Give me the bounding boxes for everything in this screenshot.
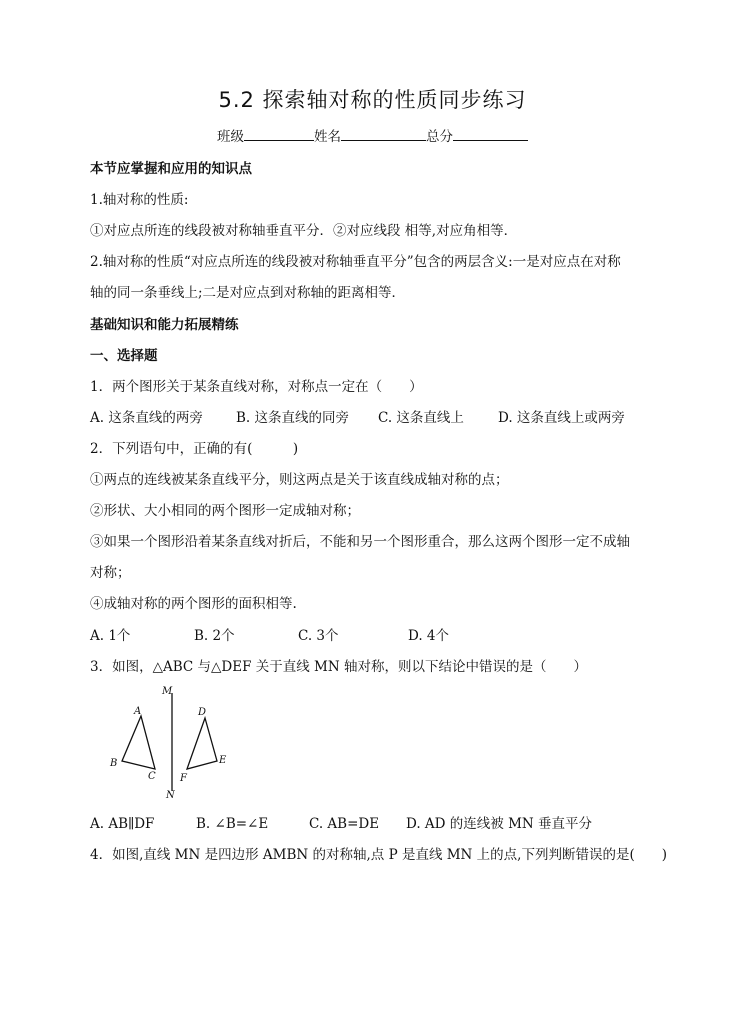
q1-option-c[interactable]: C. 这条直线上 xyxy=(378,410,464,426)
label-f: F xyxy=(180,773,187,784)
q2-option-b[interactable]: B. 2个 xyxy=(194,628,235,644)
q2-statement-4: ④成轴对称的两个图形的面积相等. xyxy=(90,596,297,612)
page-title: 5.2 探索轴对称的性质同步练习 xyxy=(218,88,527,112)
label-d: D xyxy=(198,707,207,718)
knowledge-point-1-detail: ①对应点所连的线段被对称轴垂直平分．②对应线段 相等,对应角相等． xyxy=(90,223,518,239)
q3-option-b[interactable]: B. ∠B=∠E xyxy=(196,816,269,832)
name-label: 姓名 xyxy=(314,129,341,145)
question-2-stem: 2．下列语句中，正确的有( ) xyxy=(90,441,299,457)
label-c: C xyxy=(148,771,156,782)
q3-option-a[interactable]: A. AB∥DF xyxy=(90,816,155,832)
q2-statement-3-cont: 对称； xyxy=(90,565,131,581)
section-heading-choice: 一、选择题 xyxy=(90,348,158,364)
question-1-options xyxy=(90,406,625,426)
class-label: 班级 xyxy=(217,129,244,145)
label-e: E xyxy=(219,755,227,766)
score-blank[interactable] xyxy=(453,126,528,141)
section-heading-knowledge: 本节应掌握和应用的知识点 xyxy=(90,161,252,177)
q2-statement-1: ①两点的连线被某条直线平分，则这两点是关于该直线成轴对称的点； xyxy=(90,472,509,488)
q2-option-d[interactable]: D. 4个 xyxy=(408,628,450,644)
triangle-abc xyxy=(122,716,155,769)
name-blank[interactable] xyxy=(341,126,426,141)
symmetry-figure xyxy=(100,683,250,803)
section-heading-practice: 基础知识和能力拓展精练 xyxy=(90,317,239,333)
triangle-def xyxy=(187,718,217,769)
score-label: 总分 xyxy=(426,129,453,145)
label-a: A xyxy=(134,706,142,717)
label-b: B xyxy=(110,758,118,769)
q2-statement-2: ②形状、大小相同的两个图形一定成轴对称； xyxy=(90,503,360,519)
q3-option-d[interactable]: D. AD 的连线被 MN 垂直平分 xyxy=(406,816,593,832)
question-3-stem: 3．如图，△ABC 与△DEF 关于直线 MN 轴对称，则以下结论中错误的是（ ） xyxy=(90,659,587,675)
question-3-options xyxy=(90,812,592,832)
knowledge-point-2-cont: 轴的同一条垂线上;二是对应点到对称轴的距离相等． xyxy=(90,285,406,301)
knowledge-point-1: 1.轴对称的性质: xyxy=(90,192,189,208)
q3-option-c[interactable]: C. AB=DE xyxy=(309,816,380,832)
knowledge-point-2: 2.轴对称的性质“对应点所连的线段被对称轴垂直平分”包含的两层含义:一是对应点在对称 xyxy=(90,254,621,270)
q2-option-a[interactable]: A. 1个 xyxy=(90,628,131,644)
q2-option-c[interactable]: C. 3个 xyxy=(298,628,339,644)
q1-option-a[interactable]: A. 这条直线的两旁 xyxy=(90,410,203,426)
label-m: M xyxy=(162,686,173,697)
student-info-row xyxy=(0,125,745,145)
q1-option-d[interactable]: D. 这条直线上或两旁 xyxy=(498,410,625,426)
q2-statement-3: ③如果一个图形沿着某条直线对折后，不能和另一个图形重合，那么这两个图形一定不成轴 xyxy=(90,534,630,550)
question-4-stem: 4．如图,直线 MN 是四边形 AMBN 的对称轴,点 P 是直线 MN 上的点,下列判断错误的是( ) xyxy=(90,847,667,863)
label-n: N xyxy=(166,790,175,801)
question-2-options xyxy=(90,624,449,644)
q1-option-b[interactable]: B. 这条直线的同旁 xyxy=(236,410,350,426)
class-blank[interactable] xyxy=(244,126,314,141)
question-1-stem: 1．两个图形关于某条直线对称，对称点一定在（ ） xyxy=(90,379,423,395)
